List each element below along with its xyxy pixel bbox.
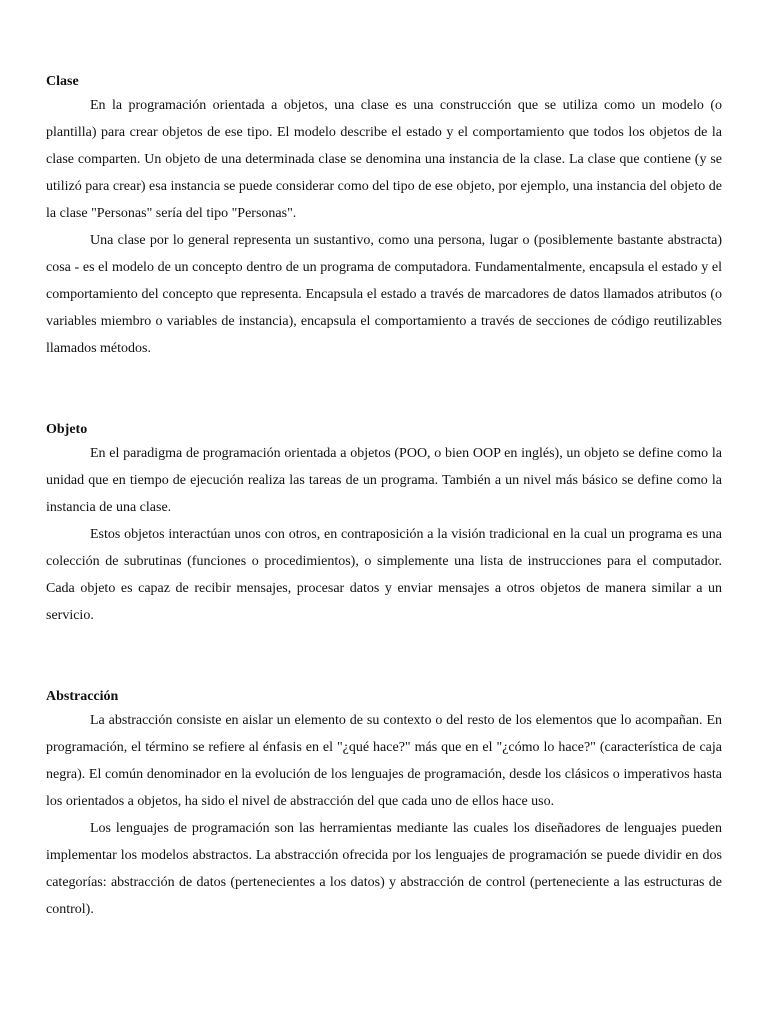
- paragraph: La abstracción consiste en aislar un elemento de su contexto o del resto de los elementos que lo acompañan. En programación, el término se refiere al énfasis en el "¿qué hace?" más que en el "¿cómo lo hace?" (característica de caja negra). El común denominador en la evolución de los lenguajes de programación, desde los clásicos o imperativos hasta los orientados a objetos, ha sido el nivel de abstracción del que cada uno de ellos hace uso.: [46, 713, 722, 809]
- section-heading: Clase: [46, 74, 79, 89]
- paragraph: Los lenguajes de programación son las herramientas mediante las cuales los diseñadores de lenguajes pueden implementar los modelos abstractos. La abstracción ofrecida por los lenguajes de programación se puede dividir en dos categorías: abstracción de datos (pertenecientes a los datos) y abstracción de control (perteneciente a las estructuras de control).: [46, 821, 722, 917]
- paragraph: En el paradigma de programación orientada a objetos (POO, o bien OOP en inglés), un objeto se define como la unidad que en tiempo de ejecución realiza las tareas de un programa. También a un nivel más básico se define como la instancia de una clase.: [46, 446, 722, 515]
- section-heading: Objeto: [46, 422, 88, 437]
- section-clase: [46, 72, 722, 362]
- section-spacer: [46, 629, 722, 687]
- section-abstraccion: [46, 687, 722, 923]
- paragraph: Una clase por lo general representa un sustantivo, como una persona, lugar o (posiblemente bastante abstracta) cosa - es el modelo de un concepto dentro de un programa de computadora. Fundamentalmente, encapsula el estado y el comportamiento del concepto que representa. Encapsula el estado a través de marcadores de datos llamados atributos (o variables miembro o variables de instancia), encapsula el comportamiento a través de secciones de código reutilizables llamados métodos.: [46, 233, 722, 356]
- section-objeto: [46, 420, 722, 629]
- paragraph: Estos objetos interactúan unos con otros, en contraposición a la visión tradicional en la cual un programa es una colección de subrutinas (funciones o procedimientos), o simplemente una lista de instrucciones para el computador. Cada objeto es capaz de recibir mensajes, procesar datos y enviar mensajes a otros objetos de manera similar a un servicio.: [46, 527, 722, 623]
- section-heading: Abstracción: [46, 689, 119, 704]
- section-spacer: [46, 362, 722, 420]
- paragraph: En la programación orientada a objetos, una clase es una construcción que se utiliza como un modelo (o plantilla) para crear objetos de ese tipo. El modelo describe el estado y el comportamiento que todos los objetos de la clase comparten. Un objeto de una determinada clase se denomina una instancia de la clase. La clase que contiene (y se utilizó para crear) esa instancia se puede considerar como del tipo de ese objeto, por ejemplo, una instancia del objeto de la clase "Personas" sería del tipo "Personas".: [46, 98, 722, 221]
